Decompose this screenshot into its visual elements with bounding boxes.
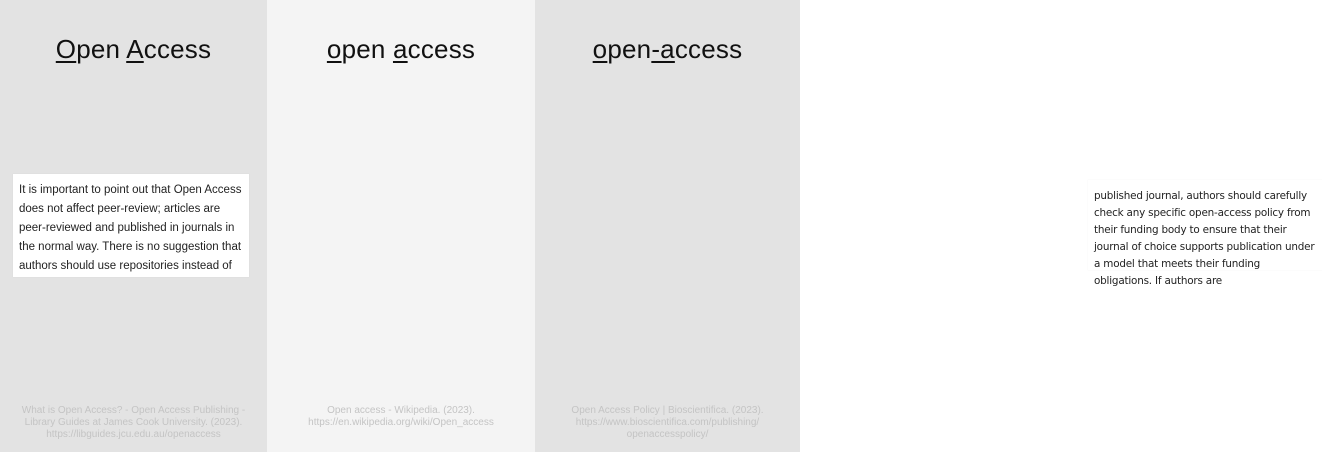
citation [549, 405, 786, 441]
column-wikipedia [267, 0, 535, 452]
column-bioscientifica [535, 0, 1315, 452]
excerpt-text: published journal, authors should carefully check any specific open-access policy from their funding body to ensure that their journal of choice supports publication under a model that meets their funding obligations. If authors are [1094, 190, 1315, 287]
heading-underlined-letter: A [126, 34, 144, 64]
heading-text: ccess [674, 34, 743, 64]
heading-open-access-lowercase [267, 34, 535, 65]
heading-text: ccess [143, 34, 212, 64]
citation-url[interactable]: https://www.bioscientifica.com/publishing/ [575, 417, 760, 428]
citation-url[interactable]: https://en.wikipedia.org/wiki/Open_access [308, 417, 494, 428]
heading-text: pen [341, 34, 393, 64]
heading-underlined-letter: a [392, 34, 408, 64]
heading-open-access-hyphenated [535, 34, 800, 65]
citation-line: Open access - Wikipedia. (2023). [327, 405, 475, 416]
citation-url[interactable]: https://libguides.jcu.edu.au/openaccess [46, 429, 221, 440]
heading-text: pen [607, 34, 652, 64]
citation-line: Open Access Policy | Bioscientifica. (2023). [571, 405, 764, 416]
heading-underlined-letter: o [326, 34, 342, 64]
heading-text: pen [76, 34, 127, 64]
heading-text: ccess [407, 34, 476, 64]
heading-underlined-letter: O [55, 34, 77, 64]
heading-underlined-hyphen-a: -a [651, 34, 675, 64]
citation [281, 405, 521, 429]
column-jcu [0, 0, 267, 452]
citation [14, 405, 253, 441]
citation-url-continued[interactable]: openaccesspolicy/ [626, 429, 709, 440]
excerpt-text: It is important to point out that Open Access does not affect peer-review; articles are peer-reviewed and published in journals in the normal way. There is no suggestion that authors should use repositories instead of [19, 184, 242, 272]
citation-line: Library Guides at James Cook University. (2023). [24, 417, 243, 428]
heading-underlined-letter: o [592, 34, 608, 64]
excerpt-card [1088, 180, 1322, 287]
citation-line: What is Open Access? - Open Access Publishing - [21, 405, 246, 416]
heading-open-access-capitalized [0, 34, 267, 65]
excerpt-card [13, 174, 249, 277]
